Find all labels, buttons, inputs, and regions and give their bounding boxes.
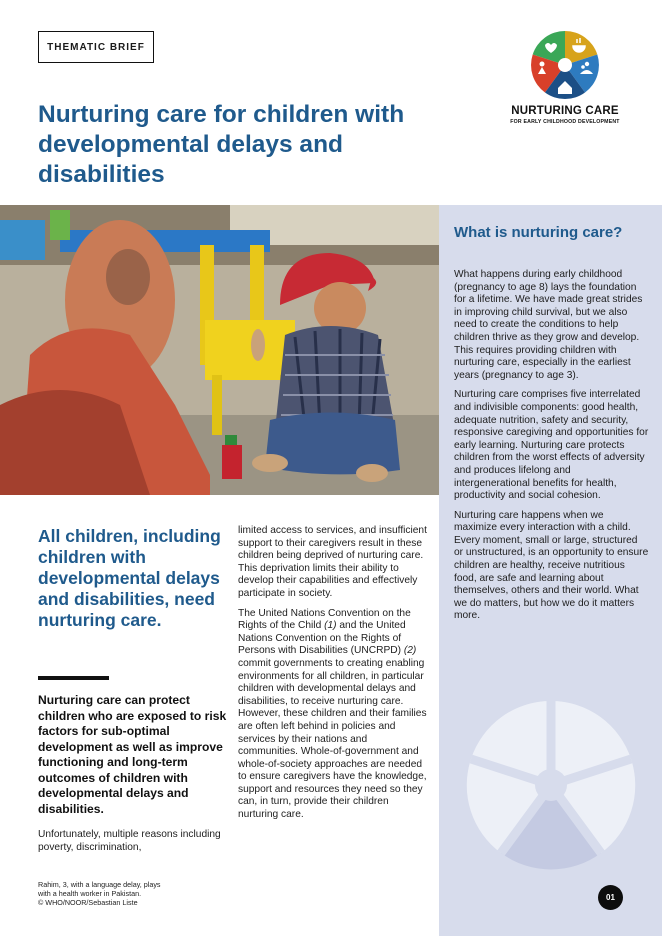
body-column-two (238, 525, 428, 829)
section-heading: All children, including children with developmental delays and disabilities, need nurturing care. (38, 526, 221, 630)
logo-name: NURTURING CARE (511, 105, 619, 117)
what-is-nurturing-care-sidebar (439, 205, 662, 936)
body-paragraph: limited access to services, and insufficient support to their caregivers result in these children being deprived of nurturing care. This deprivation limits their ability to develop their capabilities and effectively participate in society. (238, 525, 427, 599)
body-text: The United Nations Convention on the Rights of the Child (238, 607, 411, 632)
nurturing-care-logo (505, 30, 625, 130)
caption-line: Rahim, 3, with a language delay, plays (38, 880, 161, 889)
page-title: Nurturing care for children with developmental delays and disabilities (38, 101, 405, 188)
sidebar-paragraph: What happens during early childhood (pregnancy to age 8) lays the foundation for a lifetime. We have made great strides in improving child survival, but we also need to create the conditions to help children thrive as they grow and develop. This requires providing children with nurturing care, especially in the earliest years (pregnancy to age 3). (454, 269, 643, 381)
body-text: and the United Nations Convention on the Rights of Persons with Disabilities (UNCRPD) (238, 620, 406, 657)
sidebar-heading: What is nurturing care? (454, 224, 623, 241)
logo-subtitle: FOR EARLY CHILDHOOD DEVELOPMENT (510, 119, 620, 125)
body-text: commit governments to creating enabling environments for all children, in particular children with developmental delays and disabilities, to receive nurturing care. However, these children and their families are often left behind in policies and services by their nations and communities. Whole-of-government and whole-of-society approaches are needed to ensure caregivers have the knowledge, support and resources they need so they can, in turn, provide their children nurturing care. (238, 657, 427, 821)
caption-line: with a health worker in Pakistan. (38, 889, 142, 898)
hero-photo (0, 205, 439, 495)
thematic-brief-tag: THEMATIC BRIEF (38, 31, 154, 63)
reference-2: (2) (403, 645, 417, 657)
page-number: 01 (598, 885, 623, 910)
photo-credit: © WHO/NOOR/Sebastian Liste (38, 898, 138, 907)
reference-1: (1) (324, 620, 337, 632)
section-divider (38, 676, 109, 680)
nurturing-care-logo-icon (530, 30, 600, 100)
photo-caption (38, 880, 238, 907)
nurturing-care-flower-icon (461, 695, 641, 875)
body-paragraph-conventions (238, 608, 428, 822)
sidebar-paragraph: Nurturing care happens when we maximize every interaction with a child. Every moment, small or large, structured or unstructured, is an opportunity to ensure children are healthy, receive nutritious food, are safe and learning about themselves, others and their world. What we do matters, but how we do it matters more. (454, 509, 649, 622)
body-paragraph-start: Unfortunately, multiple reasons including poverty, discrimination, (38, 829, 221, 853)
lead-paragraph: Nurturing care can protect children who are exposed to risk factors for sub-optimal development as well as improve functioning and long-term outcomes of children with developmental delays and disabilities. (38, 693, 227, 816)
sidebar-body (454, 269, 649, 630)
sidebar-paragraph: Nurturing care comprises five interrelated and indivisible components: good health, adequate nutrition, safety and security, responsive caregiving and opportunities for early learning. Nurturing care protects children from the worst effects of adversity and produces lifelong and intergenerational benefits for health, productivity and social cohesion. (454, 389, 649, 502)
